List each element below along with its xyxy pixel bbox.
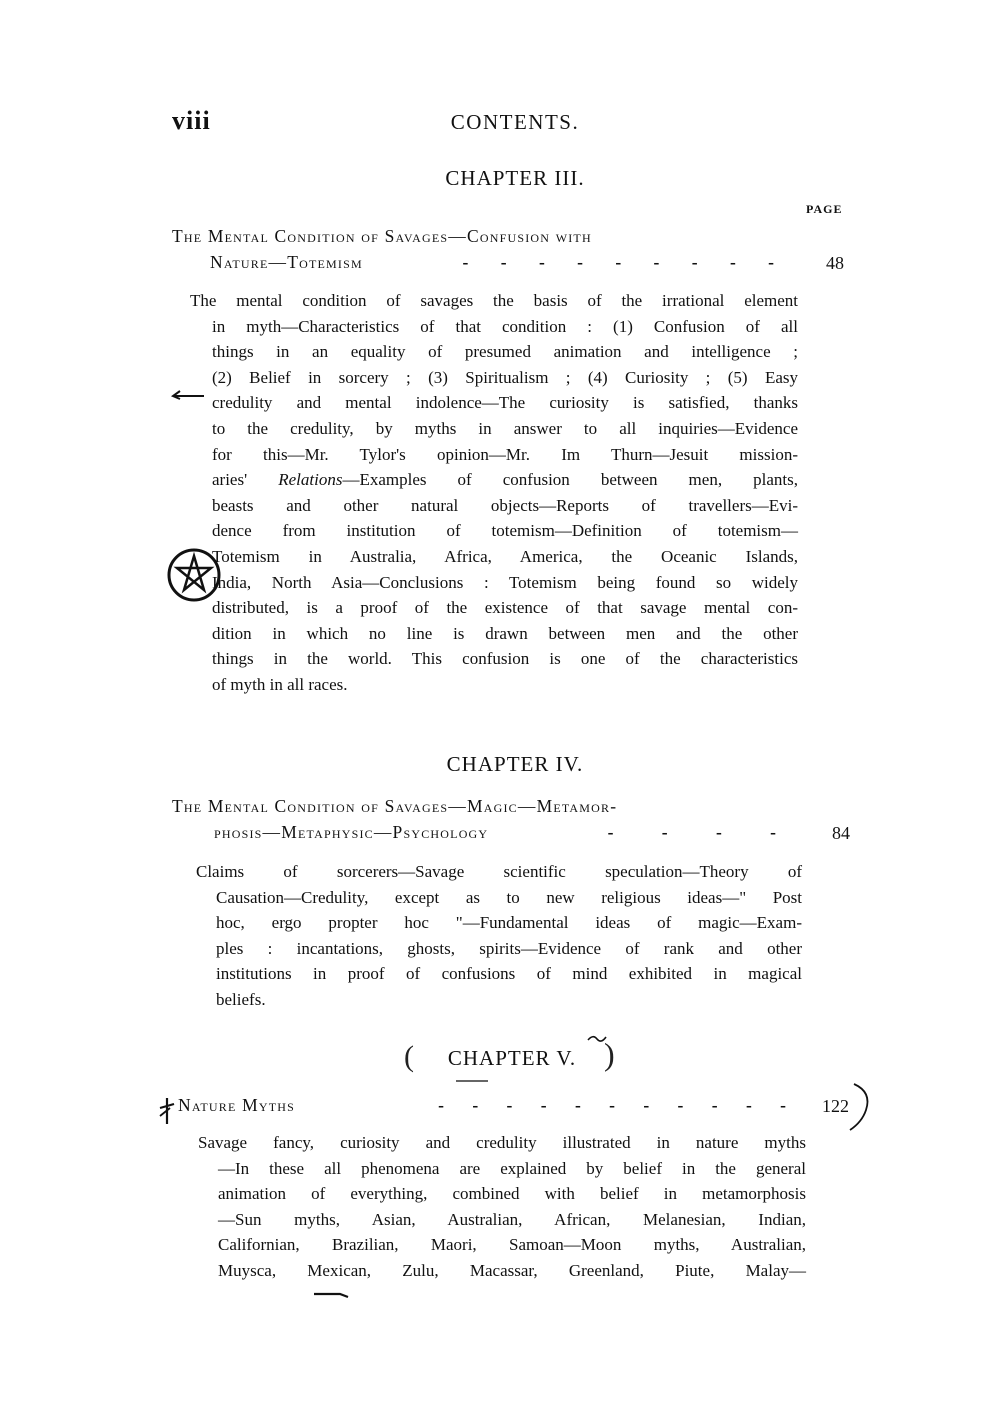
chapter-3-heading: CHAPTER III. xyxy=(445,166,585,190)
page-folio: viii xyxy=(172,106,211,135)
chapter-4-title-text: phosis—Metaphysic—Psychology xyxy=(214,822,489,842)
margin-arrow-icon xyxy=(168,384,208,404)
summary-line: aries' Relations—Examples of confusion between men, plants, xyxy=(212,470,798,490)
summary-line: hoc, ergo propter hoc "—Fundamental ideas of magic—Exam- xyxy=(216,913,802,933)
handwritten-tilde-icon xyxy=(586,1032,608,1044)
summary-line: animation of everything, combined with belief in metamorphosis xyxy=(218,1184,806,1204)
summary-line: for this—Mr. Tylor's opinion—Mr. Im Thurn—Jesuit mission- xyxy=(212,444,798,464)
margin-cross-mark-icon xyxy=(156,1094,178,1128)
chapter-4-leader: - - - - xyxy=(607,822,798,842)
chapter-5-page-number: 122 xyxy=(822,1096,849,1116)
summary-line: to the credulity, by myths in answer to all inquiries—Evidence xyxy=(212,418,798,438)
chapter-3-page-number: 48 xyxy=(826,253,844,273)
summary-line: credulity and mental indolence—The curiosity is satisfied, thanks xyxy=(212,393,798,413)
chapter-4-heading: CHAPTER IV. xyxy=(446,752,584,776)
summary-line: ples : incantations, ghosts, spirits—Evidence of rank and other xyxy=(216,938,802,958)
summary-line: beliefs. xyxy=(216,989,266,1009)
chapter-5-leader: - - - - - - - - - - - xyxy=(438,1095,798,1115)
chapter-3-title-text: Nature—Totemism xyxy=(210,252,363,272)
page-column-label: PAGE xyxy=(806,202,843,216)
summary-line: India, North Asia—Conclusions : Totemism being found so widely xyxy=(212,572,798,592)
summary-line: beasts and other natural objects—Reports of travellers—Evi- xyxy=(212,495,798,515)
chapter-5-heading: CHAPTER V. xyxy=(447,1046,577,1070)
summary-line: in myth—Characteristics of that condition : (1) Confusion of all xyxy=(212,316,798,336)
handwritten-close-paren: ) xyxy=(604,1036,615,1072)
summary-line: Savage fancy, curiosity and credulity illustrated in nature myths xyxy=(198,1133,806,1152)
summary-line: Causation—Credulity, except as to new religious ideas—" Post xyxy=(216,887,802,907)
italic-word: Relations xyxy=(278,470,343,490)
summary-line: Muysca, Mexican, Zulu, Macassar, Greenland, Piute, Malay— xyxy=(218,1260,806,1280)
chapter-3-title-line-2 xyxy=(210,252,800,273)
chapter-3-leader: - - - - - - - - - xyxy=(462,252,788,272)
catchword-dash-icon xyxy=(312,1290,352,1300)
chapter-3-title-line-1: The Mental Condition of Savages—Confusion with xyxy=(172,226,592,246)
summary-line: things in an equality of presumed animation and intelligence ; xyxy=(212,342,798,362)
summary-line: —In these all phenomena are explained by belief in the general xyxy=(218,1158,806,1178)
summary-line: The mental condition of savages the basis of the irrational element xyxy=(190,291,798,310)
chapter-4-title-line-2 xyxy=(214,822,802,843)
summary-line: dition in which no line is drawn between men and the other xyxy=(212,623,798,643)
summary-line: of myth in all races. xyxy=(212,674,348,694)
handwritten-bracket-icon xyxy=(836,1080,876,1136)
chapter-4-summary xyxy=(196,859,802,1013)
handwritten-underline-icon xyxy=(454,1078,490,1084)
summary-line: dence from institution of totemism—Definition of totemism— xyxy=(212,521,798,541)
summary-line: things in the world. This confusion is one of the characteristics xyxy=(212,649,798,669)
running-head: CONTENTS. xyxy=(450,110,580,134)
summary-line: —Sun myths, Asian, Australian, African, Melanesian, Indian, xyxy=(218,1209,806,1229)
chapter-4-page-number: 84 xyxy=(832,823,850,843)
chapter-4-title-line-1: The Mental Condition of Savages—Magic—Metamor- xyxy=(172,796,618,816)
chapter-3-summary xyxy=(190,288,798,698)
handwritten-open-paren: ( xyxy=(404,1040,414,1073)
summary-line: institutions in proof of confusions of mind exhibited in magical xyxy=(216,964,802,984)
pentagram-circle-icon xyxy=(164,542,224,608)
summary-line: Californian, Brazilian, Maori, Samoan—Moon myths, Australian, xyxy=(218,1235,806,1255)
chapter-5-summary xyxy=(198,1130,806,1284)
summary-line: distributed, is a proof of the existence of that savage mental con- xyxy=(212,598,798,618)
summary-line: Claims of sorcerers—Savage scientific speculation—Theory of xyxy=(196,862,802,881)
summary-line: Totemism in Australia, Africa, America, the Oceanic Islands, xyxy=(212,546,798,566)
chapter-5-title-line-1 xyxy=(178,1095,798,1116)
chapter-5-title-text: Nature Myths xyxy=(178,1095,295,1115)
summary-line: (2) Belief in sorcery ; (3) Spiritualism ; (4) Curiosity ; (5) Easy xyxy=(212,367,798,387)
